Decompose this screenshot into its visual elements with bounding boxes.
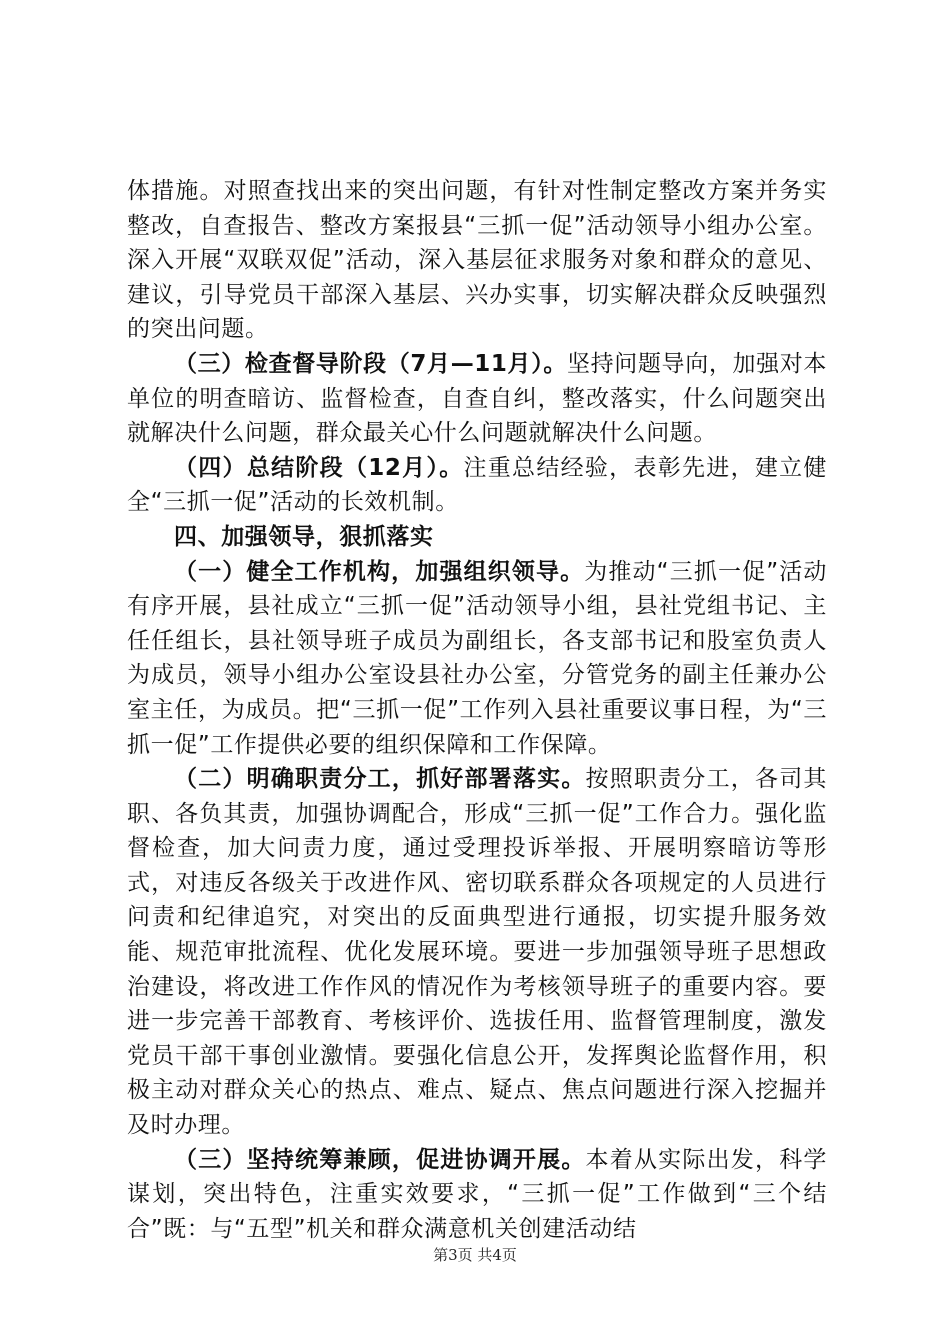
paragraph-heading: （三）检查督导阶段（7月—11月）。 [174, 350, 567, 377]
paragraph-text: 坚持问题导向，加强对本单位的明查暗访、监督检查，自查自纠，整改落实，什么问题突出就解决什么问题，群众最关心什么问题就解决什么问题。 [127, 350, 827, 447]
paragraph-inspection-stage [127, 347, 827, 451]
document-body [127, 174, 827, 1246]
paragraph-text: 为推动“三抓一促”活动有序开展，县社成立“三抓一促”活动领导小组，县社党组书记、主任任组长，县社领导班子成员为副组长，各支部书记和股室负责人为成员，领导小组办公室设县社办公室，分管党务的副主任兼办公室主任，为成员。把“三抓一促”工作列入县社重要议事日程，为“三抓一促”工作提供必要的组织保障和工作保障。 [127, 558, 827, 758]
section-heading: 四、加强领导，狠抓落实 [174, 523, 434, 550]
page-footer [0, 1244, 950, 1265]
paragraph-summary-stage [127, 451, 827, 520]
paragraph-organization [127, 555, 827, 763]
paragraph-text: 本着从实际出发，科学谋划，突出特色，注重实效要求，“三抓一促”工作做到“三个结合”既：与“五型”机关和群众满意机关创建活动结 [127, 1146, 827, 1242]
paragraph-text: 按照职责分工，各司其职、各负其责，加强协调配合，形成“三抓一促”工作合力。强化监督检查，加大问责力度，通过受理投诉举报、开展明察暗访等形式，对违反各级关于改进作风、密切联系群众各项规定的人员进行问责和纪律追究，对突出的反面典型进行通报，切实提升服务效能、规范审批流程、优化发展环境。要进一步加强领导班子思想政治建设，将改进工作作风的情况作为考核领导班子的重要内容。要进一步完善干部教育、考核评价、选拔任用、监督管理制度，激发党员干部干事创业激情。要强化信息公开，发挥舆论监督作用，积极主动对群众关心的热点、难点、疑点、焦点问题进行深入挖掘并及时办理。 [127, 766, 827, 1139]
page-number-label: 第3页 共4页 [433, 1246, 517, 1264]
paragraph-continuation [127, 174, 827, 347]
section-heading-leadership [127, 520, 827, 555]
paragraph-heading: （三）坚持统筹兼顾，促进协调开展。 [174, 1146, 586, 1173]
paragraph-heading: （一）健全工作机构，加强组织领导。 [174, 558, 585, 585]
paragraph-responsibilities [127, 762, 827, 1143]
paragraph-heading: （二）明确职责分工，抓好部署落实。 [174, 766, 586, 793]
paragraph-heading: （四）总结阶段（12月）。 [174, 454, 464, 481]
paragraph-text: 体措施。对照查找出来的突出问题，有针对性制定整改方案并务实整改，自查报告、整改方案报县“三抓一促”活动领导小组办公室。深入开展“双联双促”活动，深入基层征求服务对象和群众的意见、建议，引导党员干部深入基层、兴办实事，切实解决群众反映强烈的突出问题。 [127, 178, 827, 343]
paragraph-text: 注重总结经验，表彰先进，建立健全“三抓一促”活动的长效机制。 [127, 454, 828, 516]
paragraph-coordination [127, 1143, 827, 1247]
